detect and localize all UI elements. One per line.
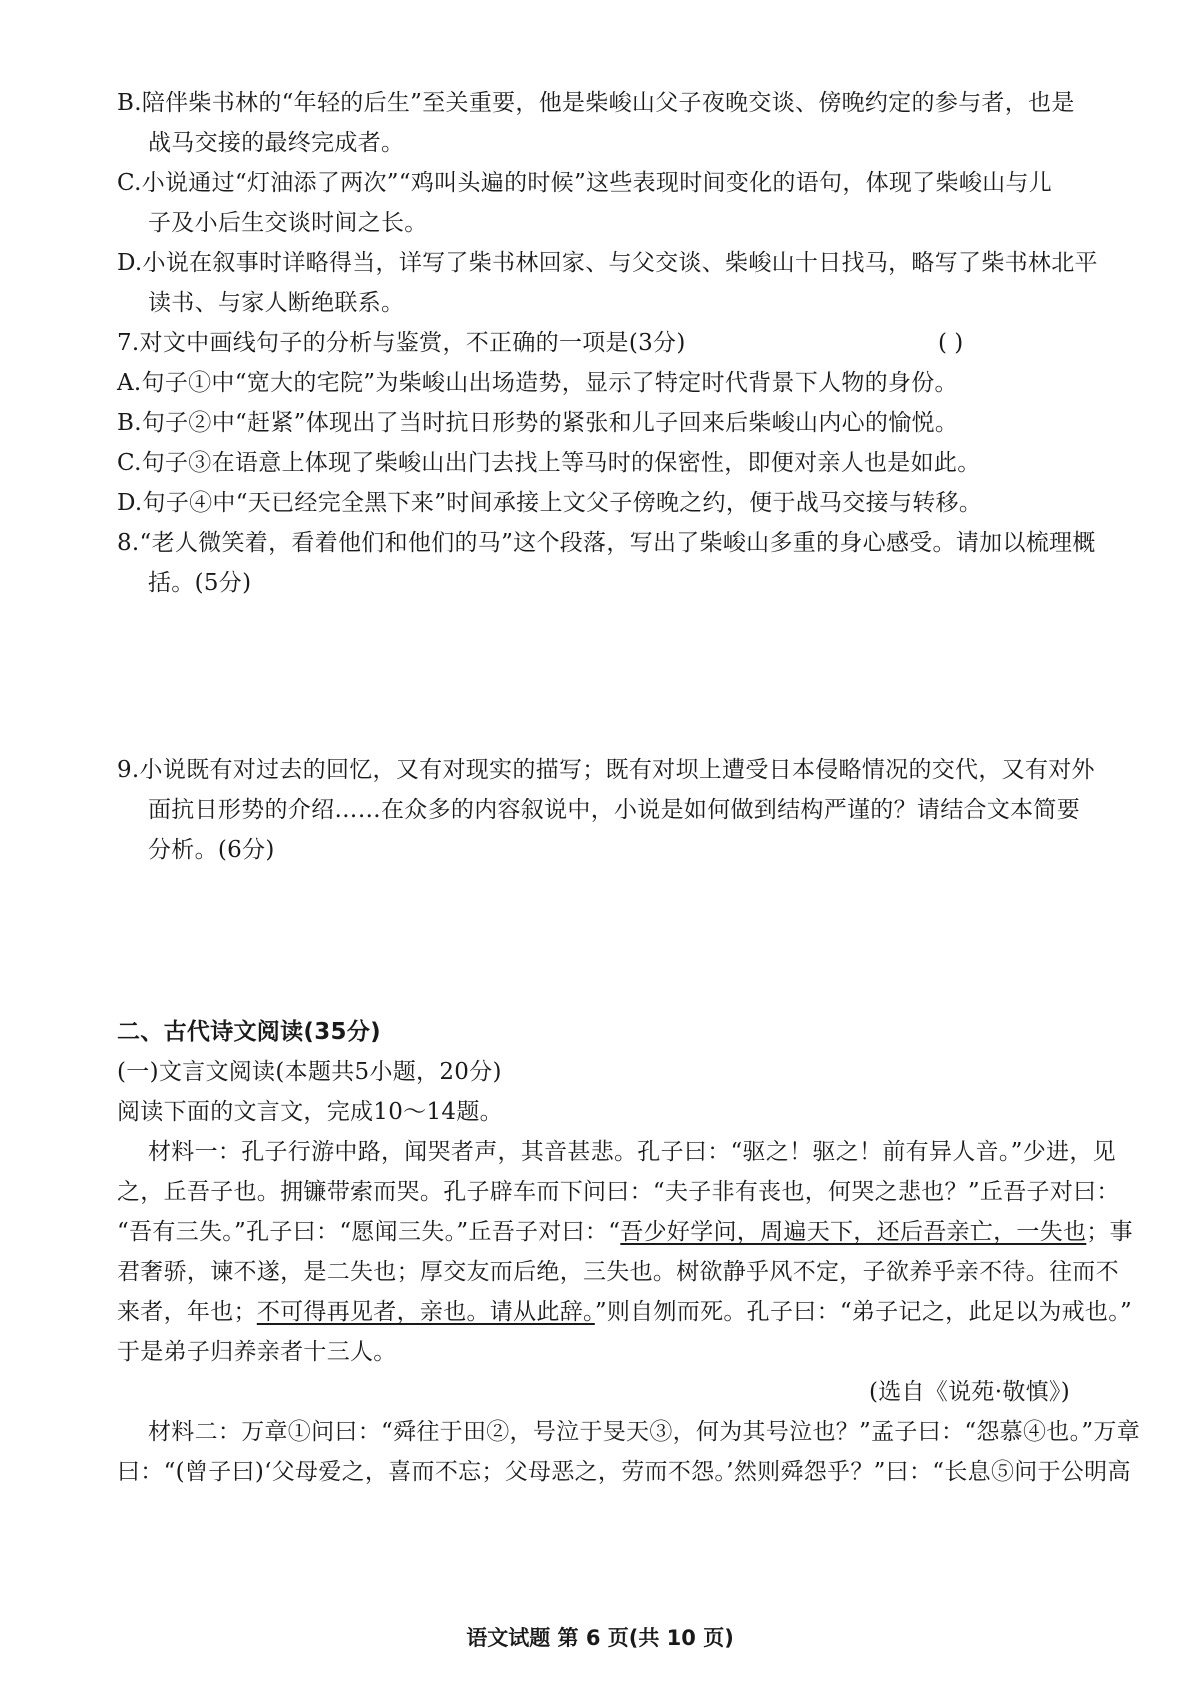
material2-line1: 材料二：万章①问曰：“舜往于田②，号泣于旻天③，何为其号泣也？”孟子曰：“怨慕④也。”万章 — [148, 1419, 1141, 1445]
q7-option-a: A.句子①中“宽大的宅院”为柴峻山出场造势，显示了特定时代背景下人物的身份。 — [117, 370, 958, 396]
q7-option-d: D.句子④中“天已经完全黑下来”时间承接上文父子傍晚之约，便于战马交接与转移。 — [117, 490, 983, 516]
section-instruction: 阅读下面的文言文，完成10～14题。 — [117, 1099, 503, 1125]
underlined-sentence-1: 吾少好学问，周遍天下，还后吾亲亡，一失也 — [620, 1219, 1087, 1245]
material1-line3-suffix: ；事 — [1086, 1219, 1133, 1245]
underlined-sentence-2: 不可得再见者，亲也。请从此辞。 — [256, 1299, 595, 1325]
q6-option-d-line1: D.小说在叙事时详略得当，详写了柴书林回家、与父交谈、柴峻山十日找马，略写了柴书林北平 — [117, 250, 1098, 276]
q7-option-c: C.句子③在语意上体现了柴峻山出门去找上等马时的保密性，即便对亲人也是如此。 — [117, 450, 981, 476]
q8-line2: 括。(5分) — [148, 570, 252, 596]
material1-line5-suffix: ”则自刎而死。孔子曰：“弟子记之，此足以为戒也。” — [594, 1299, 1133, 1325]
material1-line4: 君奢骄，谏不遂，是二失也；厚交友而后绝，三失也。树欲静乎风不定，子欲养乎亲不待。往而不 — [117, 1259, 1119, 1285]
q6-option-b-line1: B.陪伴柴书林的“年轻的后生”至关重要，他是柴峻山父子夜晚交谈、傍晚约定的参与者，也是 — [117, 90, 1075, 116]
q6-option-c-line2: 子及小后生交谈时间之长。 — [148, 210, 428, 236]
material1-line6: 于是弟子归养亲者十三人。 — [117, 1339, 397, 1365]
section-subtitle: (一)文言文阅读(本题共5小题，20分) — [117, 1059, 502, 1085]
page-footer: 语文试题 第 6 页(共 10 页) — [466, 1626, 734, 1650]
q6-option-b-line2: 战马交接的最终完成者。 — [148, 130, 405, 156]
q9-line2: 面抗日形势的介绍……在众多的内容叙说中，小说是如何做到结构严谨的？请结合文本简要 — [148, 797, 1080, 823]
material1-line1: 材料一：孔子行游中路，闻哭者声，其音甚悲。孔子曰：“驱之！驱之！前有异人音。”少进，见 — [148, 1139, 1116, 1165]
q6-option-c-line1: C.小说通过“灯油添了两次”“鸡叫头遍的时候”这些表现时间变化的语句，体现了柴峻山与儿 — [117, 170, 1053, 196]
q8-line1: 8.“老人微笑着，看着他们和他们的马”这个段落，写出了柴峻山多重的身心感受。请加以梳理概 — [117, 530, 1096, 556]
q9-line3: 分析。(6分) — [148, 837, 275, 863]
q9-line1: 9.小说既有对过去的回忆，又有对现实的描写；既有对坝上遭受日本侵略情况的交代，又有对外 — [117, 757, 1095, 783]
material1-line3-prefix: “吾有三失。”孔子曰：“愿闻三失。”丘吾子对曰：“ — [117, 1219, 621, 1245]
q6-option-d-line2: 读书、与家人断绝联系。 — [148, 290, 405, 316]
material2-line2: 曰：“(曾子曰)‘父母爱之，喜而不忘；父母恶之，劳而不怨。’然则舜怨乎？”曰：“长息⑤问于公明高 — [117, 1459, 1131, 1485]
material1-line5 — [117, 1297, 1132, 1327]
material1-line3 — [117, 1217, 1133, 1247]
q7-option-b: B.句子②中“赶紧”体现出了当时抗日形势的紧张和儿子回来后柴峻山内心的愉悦。 — [117, 410, 959, 436]
material1-line2: 之，丘吾子也。拥镰带索而哭。孔子辟车而下问曰：“夫子非有丧也，何哭之悲也？”丘吾子对曰： — [117, 1179, 1120, 1205]
q7-answer-paren: ( ) — [938, 330, 964, 356]
material1-source: (选自《说苑·敬慎》) — [868, 1379, 1070, 1405]
section-title: 二、古代诗文阅读(35分) — [117, 1019, 381, 1045]
q7-stem: 7.对文中画线句子的分析与鉴赏，不正确的一项是(3分) — [117, 330, 686, 356]
material1-line5-prefix: 来者，年也； — [117, 1299, 257, 1325]
